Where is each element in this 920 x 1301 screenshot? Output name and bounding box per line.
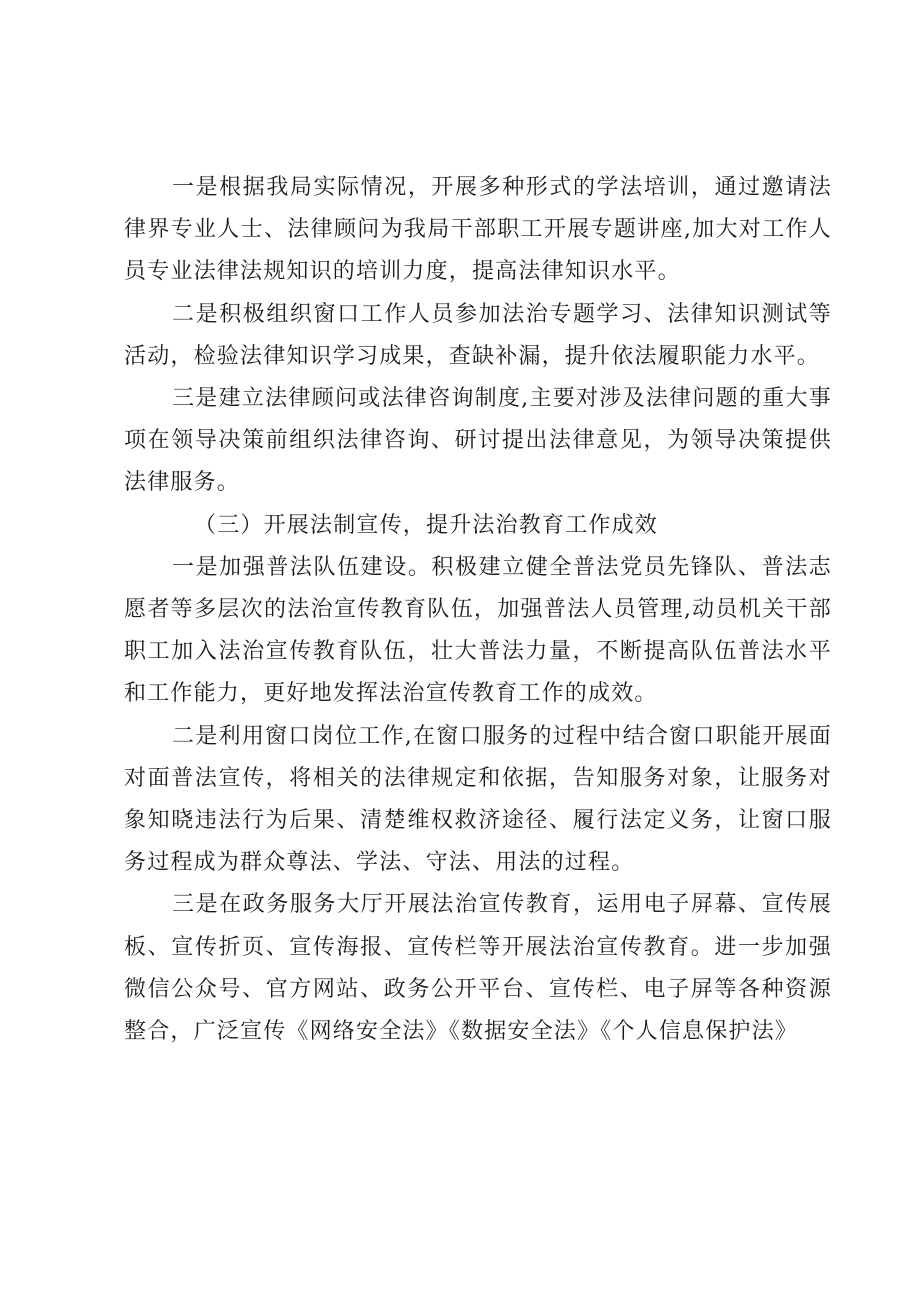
paragraph-legal-consultation: 三是建立法律顾问或法律咨询制度,主要对涉及法律问题的重大事项在领导决策前组织法律咨询、研讨提出法律意见，为领导决策提供法律服务。 <box>124 386 832 496</box>
paragraph-window-publicity: 二是利用窗口岗位工作,在窗口服务的过程中结合窗口职能开展面对面普法宣传，将相关的法律规定和依据，告知服务对象，让服务对象知晓违法行为后果、清楚维权救济途径、履行法定义务，让窗口服务过程成为群众尊法、学法、守法、用法的过程。 <box>124 723 832 876</box>
paragraph-window-staff-study: 二是积极组织窗口工作人员参加法治专题学习、法律知识测试等活动，检验法律知识学习成果，查缺补漏，提升依法履职能力水平。 <box>124 301 832 369</box>
paragraph-team-building: 一是加强普法队伍建设。积极建立健全普法党员先锋队、普法志愿者等多层次的法治宣传教育队伍，加强普法人员管理,动员机关干部职工加入法治宣传教育队伍，壮大普法力量，不断提高队伍普法水平和工作能力，更好地发挥法治宣传教育工作的成效。 <box>124 554 832 707</box>
paragraph-hall-publicity: 三是在政务服务大厅开展法治宣传教育，运用电子屏幕、宣传展板、宣传折页、宣传海报、宣传栏等开展法治宣传教育。进一步加强微信公众号、官方网站、政务公开平台、宣传栏、电子屏等各种资源整合，广泛宣传《网络安全法》《数据安全法》《个人信息保护法》 <box>124 892 832 1045</box>
section-heading: （三）开展法制宣传，提升法治教育工作成效 <box>194 512 659 538</box>
document-body <box>124 167 832 1053</box>
paragraph-law-training: 一是根据我局实际情况，开展多种形式的学法培训，通过邀请法律界专业人士、法律顾问为我局干部职工开展专题讲座,加大对工作人员专业法律法规知识的培训力度，提高法律知识水平。 <box>124 175 832 285</box>
